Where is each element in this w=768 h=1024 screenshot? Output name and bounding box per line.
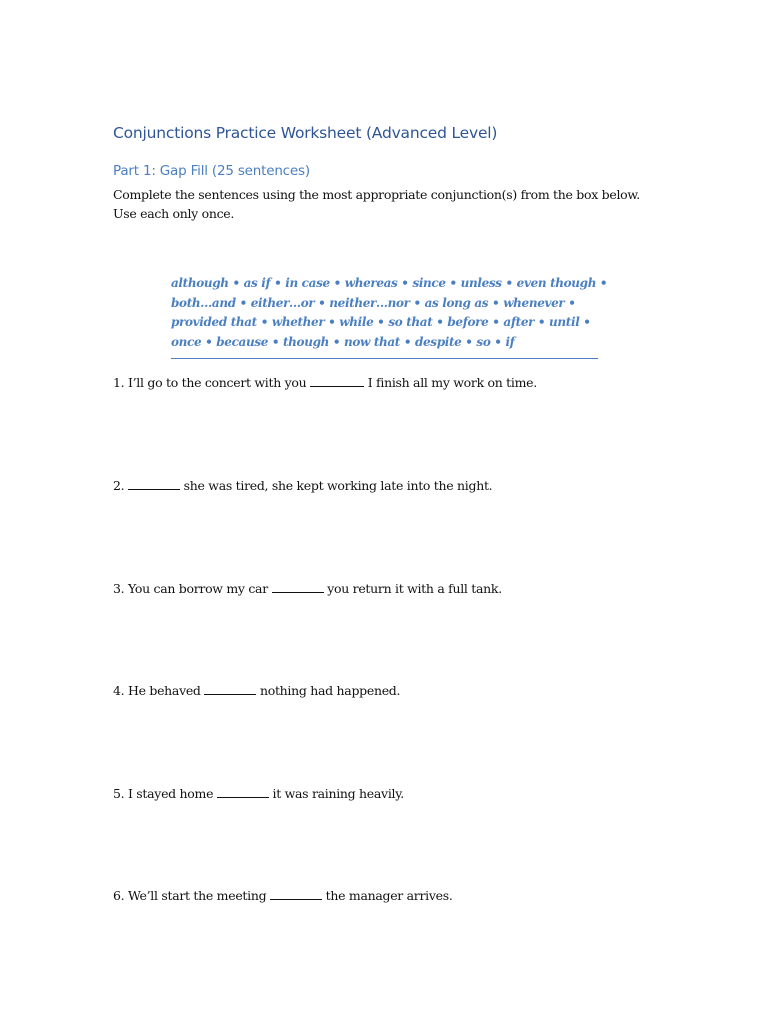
- answer-blank[interactable]: [204, 683, 256, 695]
- word-box-line: provided that • whether • while • so that • before • after • until •: [171, 315, 591, 329]
- word-box-line: although • as if • in case • whereas • since • unless • even though •: [171, 276, 608, 290]
- part1-instructions: Complete the sentences using the most appropriate conjunction(s) from the box below. Use each only once.: [113, 187, 640, 221]
- question-text: 1. I’ll go to the concert with you: [113, 375, 311, 390]
- question-text: the manager arrives.: [321, 888, 453, 903]
- question-text: I finish all my work on time.: [364, 375, 537, 390]
- word-box-line: both…and • either…or • neither…nor • as long as • whenever •: [171, 295, 576, 310]
- worksheet-title: Conjunctions Practice Worksheet (Advanced Level): [113, 124, 498, 142]
- answer-blank[interactable]: [272, 581, 324, 593]
- question-4: [113, 683, 400, 698]
- question-text: 3. You can borrow my car: [113, 581, 272, 596]
- question-text: you return it with a full tank.: [323, 581, 502, 596]
- question-text: nothing had happened.: [256, 683, 401, 698]
- question-text: 2.: [113, 478, 128, 493]
- question-text: she was tired, she kept working late into the night.: [180, 478, 493, 493]
- question-2: [113, 478, 492, 493]
- question-3: [113, 581, 502, 596]
- part1-heading: Part 1: Gap Fill (25 sentences): [113, 163, 310, 179]
- answer-blank[interactable]: [310, 375, 364, 387]
- question-text: 5. I stayed home: [113, 786, 217, 801]
- question-text: it was raining heavily.: [268, 786, 404, 801]
- question-text: 4. He behaved: [113, 683, 205, 698]
- question-6: [113, 888, 453, 903]
- question-5: [113, 786, 404, 801]
- answer-blank[interactable]: [270, 888, 322, 900]
- answer-blank[interactable]: [217, 786, 269, 798]
- question-text: 6. We’ll start the meeting: [113, 888, 270, 903]
- question-1: [113, 375, 537, 390]
- conjunction-word-box: [171, 274, 608, 359]
- word-box-line: once • because • though • now that • despite • so • if: [171, 334, 515, 349]
- answer-blank[interactable]: [128, 478, 180, 490]
